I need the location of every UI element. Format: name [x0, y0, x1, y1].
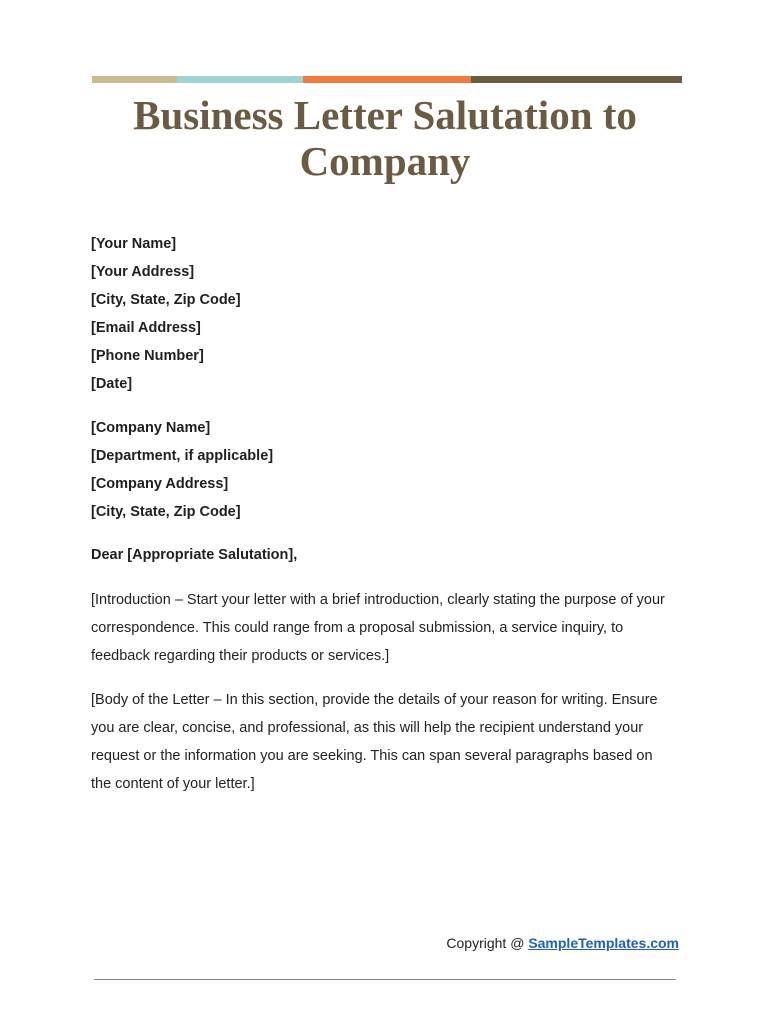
- recipient-company-address: [Company Address]: [91, 476, 229, 492]
- copyright-notice: [446, 932, 679, 954]
- color-bar-segment-tan: [92, 76, 177, 83]
- sender-city-state-zip: [City, State, Zip Code]: [91, 292, 241, 308]
- copyright-prefix: Copyright @: [446, 935, 529, 951]
- color-bar-segment-orange: [303, 76, 471, 83]
- decorative-color-bar: [92, 76, 682, 83]
- recipient-city-state-zip: [City, State, Zip Code]: [91, 504, 241, 520]
- letter-date: [Date]: [91, 376, 133, 392]
- sender-phone: [Phone Number]: [91, 348, 204, 364]
- salutation-line: Dear [Appropriate Salutation],: [91, 547, 298, 563]
- sender-email: [Email Address]: [91, 320, 201, 336]
- recipient-company-name: [Company Name]: [91, 420, 211, 436]
- footer-divider: [94, 979, 676, 980]
- recipient-department: [Department, if applicable]: [91, 448, 274, 464]
- color-bar-segment-brown: [471, 76, 682, 83]
- color-bar-segment-teal: [177, 76, 303, 83]
- introduction-paragraph: [Introduction – Start your letter with a brief introduction, clearly stating the purpose of your correspondence. This could range from a proposal submission, a service inquiry, to feedback regarding their products or services.]: [91, 592, 665, 664]
- sender-address-block: [91, 230, 691, 398]
- sender-address: [Your Address]: [91, 264, 195, 280]
- document-title: Business Letter Salutation to Company: [133, 92, 637, 184]
- sampletemplates-link[interactable]: SampleTemplates.com: [528, 935, 679, 951]
- recipient-address-block: [91, 414, 691, 526]
- body-paragraph: [Body of the Letter – In this section, provide the details of your reason for writing. Ensure you are clear, concise, and professional, as this will help the recipient understand your request or the information you are seeking. This can span several paragraphs based on the content of your letter.]: [91, 692, 658, 792]
- sender-name: [Your Name]: [91, 236, 177, 252]
